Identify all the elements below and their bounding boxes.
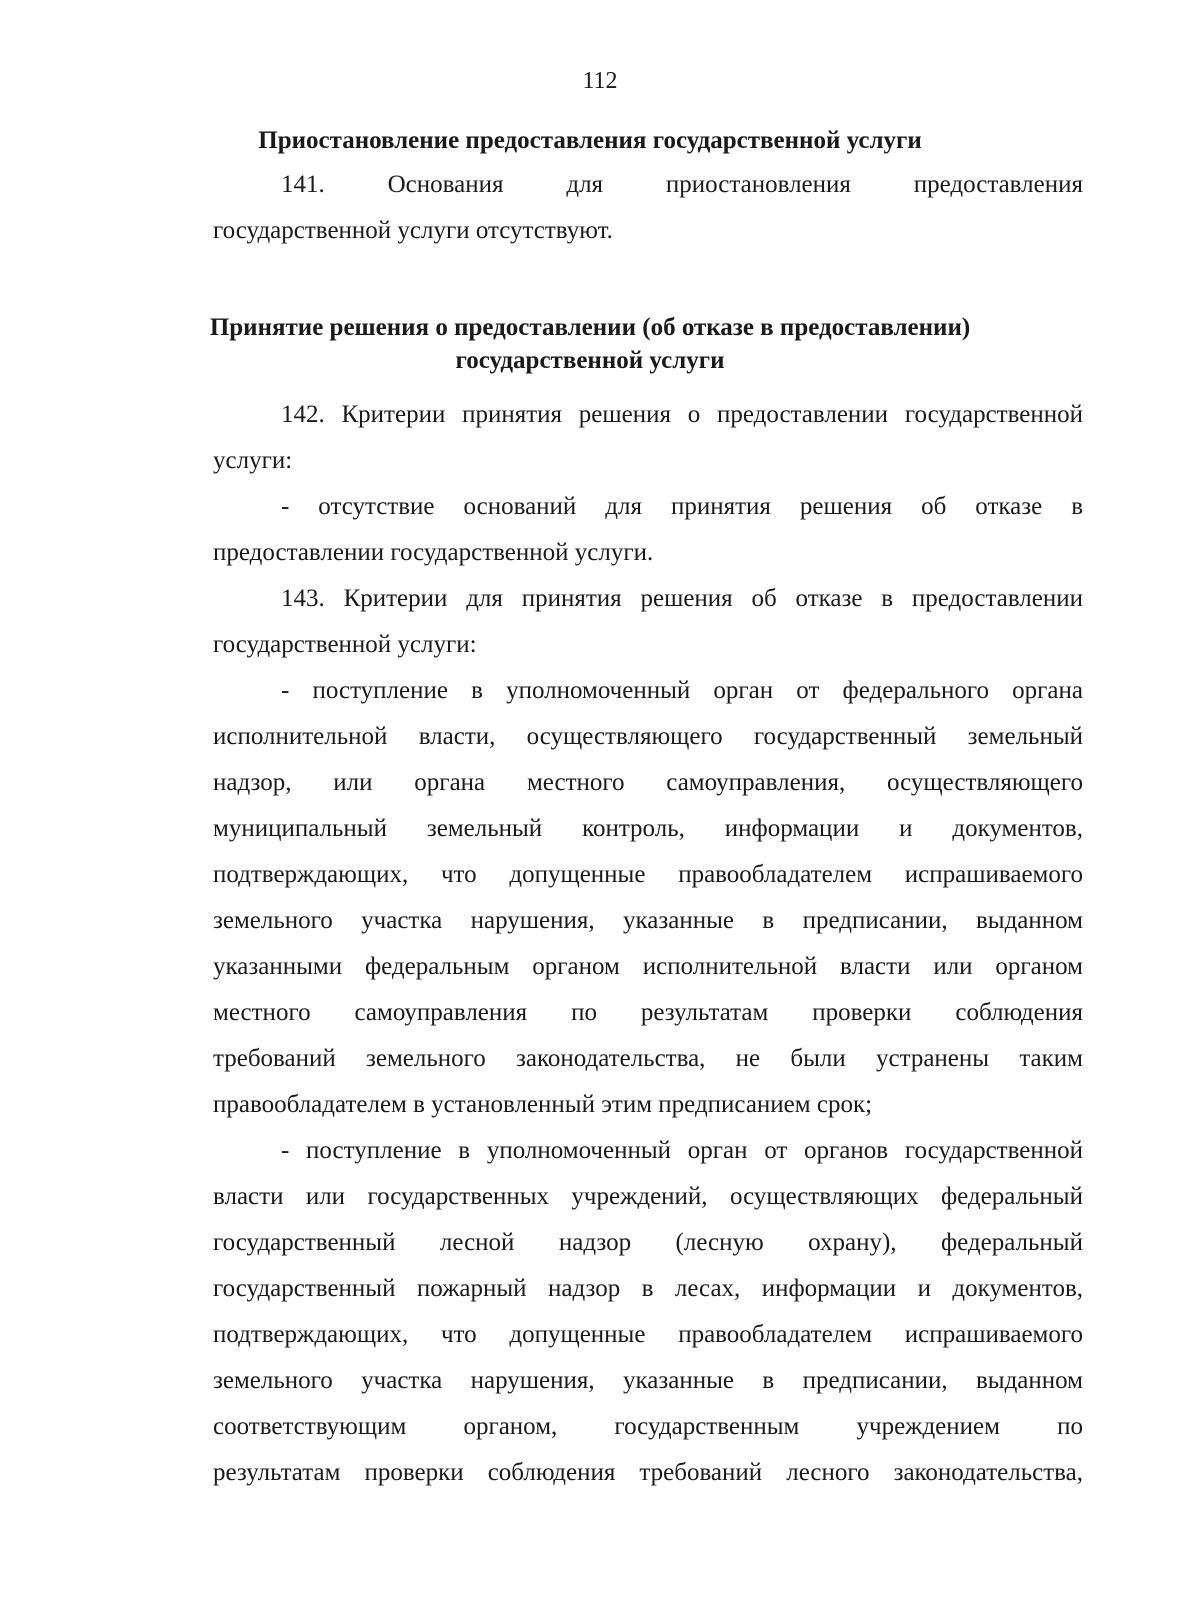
list-item-line: власти или государственных учреждений, осуществляющих федеральный [213, 1183, 1083, 1210]
section-heading-decision-line-1: Принятие решения о предоставлении (об отказе в предоставлении) [209, 314, 971, 341]
list-item-line: указанными федеральным органом исполнительной власти или органом [213, 953, 1083, 980]
paragraph-line: 141. Основания для приостановления предоставления [281, 171, 1083, 198]
list-item-line: государственный пожарный надзор в лесах, информации и документов, [213, 1275, 1083, 1302]
section-heading-decision-line-2: государственной услуги [455, 347, 725, 374]
list-item-line: - поступление в уполномоченный орган от органов государственной [281, 1137, 1083, 1164]
list-item-line: исполнительной власти, осуществляющего государственный земельный [213, 723, 1083, 750]
list-item-line: предоставлении государственной услуги. [213, 539, 654, 566]
paragraph-line: 143. Критерии для принятия решения об отказе в предоставлении [281, 585, 1083, 612]
list-item-line: надзор, или органа местного самоуправления, осуществляющего [213, 769, 1083, 796]
page-number: 112 [582, 68, 618, 94]
section-heading-suspension: Приостановление предоставления государственной услуги [258, 127, 922, 154]
paragraph-line: государственной услуги отсутствуют. [213, 217, 613, 244]
list-item-line: соответствующим органом, государственным учреждением по [213, 1413, 1083, 1440]
list-item-line: требований земельного законодательства, не были устранены таким [213, 1045, 1083, 1072]
list-item-line: муниципальный земельный контроль, информации и документов, [213, 815, 1083, 842]
list-item-line: подтверждающих, что допущенные правообладателем испрашиваемого [213, 1321, 1083, 1348]
list-item-line: - отсутствие оснований для принятия решения об отказе в [281, 493, 1083, 520]
paragraph-line: государственной услуги: [213, 631, 477, 658]
list-item-line: подтверждающих, что допущенные правообладателем испрашиваемого [213, 861, 1083, 888]
paragraph-line: 142. Критерии принятия решения о предоставлении государственной [281, 401, 1083, 428]
list-item-line: - поступление в уполномоченный орган от федерального органа [281, 677, 1083, 704]
list-item-line: местного самоуправления по результатам проверки соблюдения [213, 999, 1083, 1026]
list-item-line: земельного участка нарушения, указанные в предписании, выданном [213, 1367, 1083, 1394]
list-item-line: правообладателем в установленный этим предписанием срок; [213, 1091, 873, 1118]
section-heading-decision [40, 311, 1140, 377]
paragraph-line: услуги: [213, 447, 293, 474]
list-item-line: результатам проверки соблюдения требований лесного законодательства, [213, 1459, 1083, 1486]
list-item-line: земельного участка нарушения, указанные в предписании, выданном [213, 907, 1083, 934]
list-item-line: государственный лесной надзор (лесную охрану), федеральный [213, 1229, 1083, 1256]
